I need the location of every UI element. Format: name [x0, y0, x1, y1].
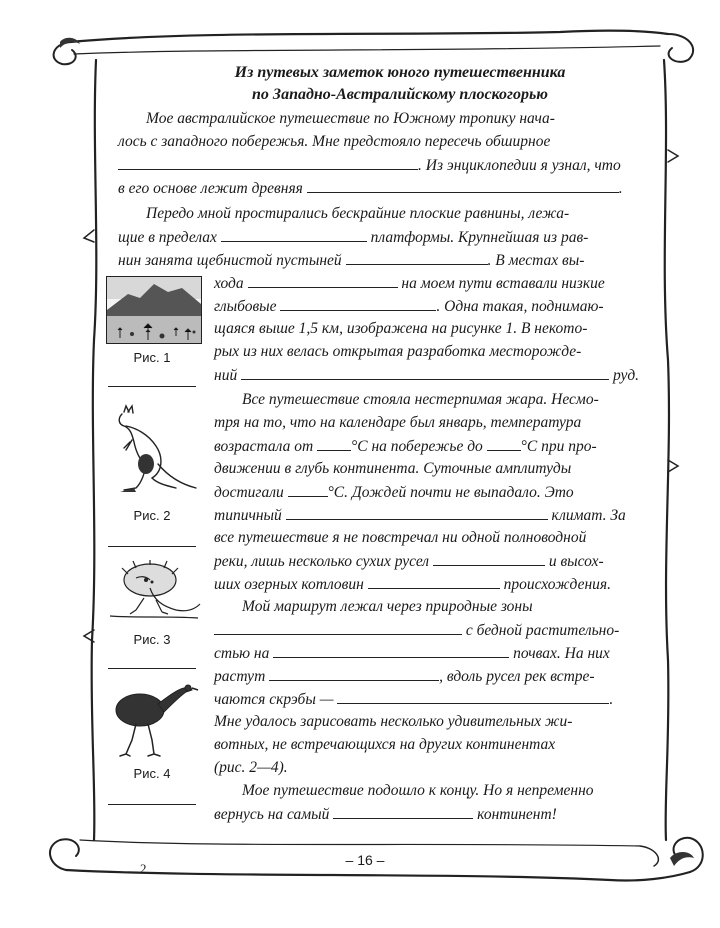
text-line: ших озерных котловин происхождения.	[214, 576, 611, 593]
answer-blank[interactable]	[221, 229, 367, 242]
answer-blank[interactable]	[487, 438, 521, 451]
text-line: ний руд.	[214, 367, 640, 384]
text-line: Передо мной простирались бескрайние плоские равнины, лежа-	[146, 205, 570, 222]
answer-blank[interactable]	[337, 691, 609, 704]
text-line: Мое австралийское путешествие по Южному тропику нача-	[146, 110, 555, 127]
text-line: движении в глубь континента. Суточные амплитуды	[214, 460, 572, 477]
answer-blank[interactable]	[273, 645, 509, 658]
answer-blank[interactable]	[346, 252, 488, 265]
text-line: стью на почвах. На них	[214, 645, 610, 662]
text-line: Все путешествие стояла нестерпимая жара. Несмо-	[242, 391, 599, 408]
text-line: растут , вдоль русел рек встре-	[214, 668, 595, 685]
text-line: реки, лишь несколько сухих русел и высох-	[214, 553, 604, 570]
figure-3-caption: Рис. 3	[133, 632, 171, 647]
figure-2-answer-line[interactable]	[108, 546, 196, 547]
page-title-line-1: Из путевых заметок юного путешественника	[234, 64, 566, 81]
figure-2-kangaroo-image	[106, 404, 202, 496]
figure-1-caption: Рис. 1	[133, 350, 171, 365]
answer-blank[interactable]	[317, 438, 351, 451]
text-line: в его основе лежит древняя .	[118, 180, 623, 197]
answer-blank[interactable]	[248, 275, 398, 288]
answer-blank[interactable]	[280, 298, 436, 311]
answer-blank[interactable]	[368, 576, 500, 589]
page-title-line-2: по Западно-Австралийскому плоскогорью	[252, 86, 548, 103]
answer-blank[interactable]	[307, 180, 619, 193]
answer-blank[interactable]	[286, 507, 548, 520]
text-line: рых из них велась открытая разработка месторожде-	[214, 343, 582, 360]
text-line: типичный климат. За	[214, 507, 626, 524]
text-line: Мне удалось зарисовать несколько удивительных жи-	[214, 713, 573, 730]
figure-4-emu-image	[106, 680, 202, 760]
answer-blank[interactable]	[214, 622, 462, 635]
answer-blank[interactable]	[333, 806, 473, 819]
text-line: возрастала от °C на побережье до °C при про-	[214, 438, 597, 455]
figure-4-answer-line[interactable]	[108, 804, 196, 805]
text-line: . Из энциклопедии я узнал, что	[118, 157, 621, 174]
answer-blank[interactable]	[433, 553, 545, 566]
answer-blank[interactable]	[269, 668, 439, 681]
figure-2-caption: Рис. 2	[133, 508, 171, 523]
text-line: хода на моем пути вставали низкие	[214, 275, 605, 292]
text-line: чаются скрэбы — .	[214, 691, 614, 708]
answer-blank[interactable]	[241, 367, 609, 380]
text-line: с бедной растительно-	[214, 622, 619, 639]
figure-1-mountain-image	[106, 276, 202, 344]
figure-1-answer-line[interactable]	[108, 386, 196, 387]
text-line: вотных, не встречающихся на других континентах	[214, 736, 556, 753]
figure-4-caption: Рис. 4	[133, 766, 171, 781]
text-line: щаяся выше 1,5 км, изображена на рисунке 1. В некото-	[214, 320, 588, 337]
figure-3-lizard-image	[106, 560, 202, 622]
page-number: – 16 –	[345, 852, 385, 868]
figure-3-answer-line[interactable]	[108, 668, 196, 669]
text-line: лось с западного побережья. Мне предстояло пересечь обширное	[118, 133, 551, 150]
answer-blank[interactable]	[118, 157, 418, 170]
answer-blank[interactable]	[288, 484, 328, 497]
text-line: тря на то, что на календаре был январь, температура	[214, 414, 582, 431]
text-line: Мое путешествие подошло к концу. Но я непременно	[242, 782, 594, 799]
text-line: глыбовые . Одна такая, поднимаю-	[214, 298, 604, 315]
text-line: все путешествие я не повстречал ни одной полноводной	[214, 529, 587, 546]
text-line: достигали °C. Дождей почти не выпадало. Это	[214, 484, 574, 501]
text-line: щие в пределах платформы. Крупнейшая из рав-	[118, 229, 589, 246]
text-line: Мой маршрут лежал через природные зоны	[242, 598, 533, 615]
text-line: нин занята щебнистой пустыней . В местах вы-	[118, 252, 585, 269]
text-line: вернусь на самый континент!	[214, 806, 557, 823]
corner-mark: 2	[140, 861, 147, 876]
text-line: (рис. 2—4).	[214, 759, 288, 776]
